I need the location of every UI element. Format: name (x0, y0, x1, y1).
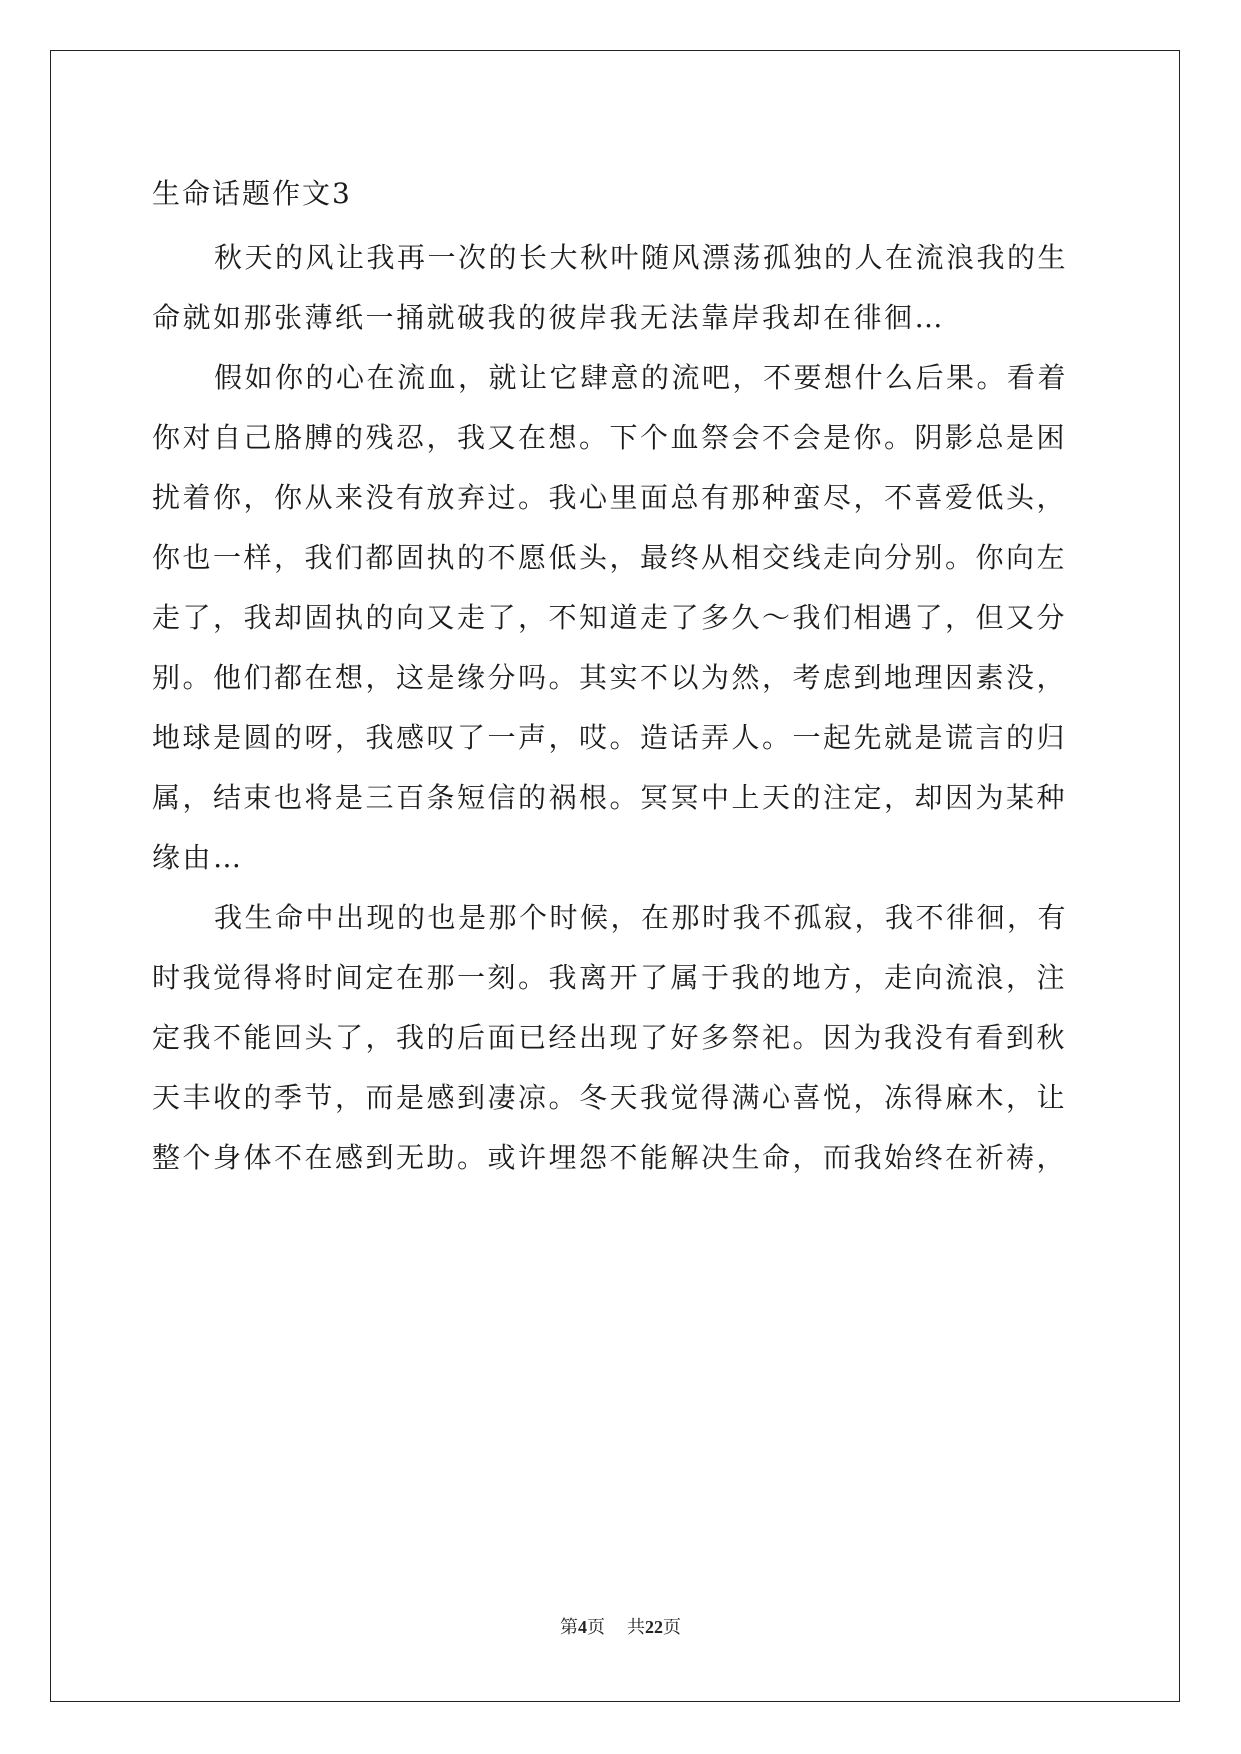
current-page-number: 4 (578, 1617, 587, 1637)
paragraph-line: 命就如那张薄纸一捅就破我的彼岸我无法靠岸我却在徘徊… (152, 301, 946, 334)
paragraph-line: 定我不能回头了，我的后面已经出现了好多祭祀。因为我没有看到秋 (152, 1021, 1068, 1054)
footer-page-suffix: 页 (587, 1617, 605, 1637)
page-footer (0, 1613, 1241, 1639)
paragraph-line: 属，结束也将是三百条短信的祸根。冥冥中上天的注定，却因为某种 (152, 781, 1068, 814)
footer-prefix: 第 (560, 1617, 578, 1637)
total-page-number: 22 (645, 1617, 663, 1637)
paragraph-line: 你对自己胳膊的残忍，我又在想。下个血祭会不会是你。阴影总是困 (152, 421, 1068, 454)
paragraph-3 (152, 888, 1082, 1188)
document-body (152, 160, 1082, 1188)
paragraph-line: 别。他们都在想，这是缘分吗。其实不以为然，考虑到地理因素没， (152, 661, 1068, 694)
paragraph-line: 你也一样，我们都固执的不愿低头，最终从相交线走向分别。你向左 (152, 541, 1068, 574)
paragraph-line: 时我觉得将时间定在那一刻。我离开了属于我的地方，走向流浪，注 (152, 961, 1068, 994)
paragraph-line: 天丰收的季节，而是感到凄凉。冬天我觉得满心喜悦，冻得麻木，让 (152, 1081, 1068, 1114)
paragraph-line: 走了，我却固执的向又走了，不知道走了多久～我们相遇了，但又分 (152, 601, 1068, 634)
document-title: 生命话题作文3 (152, 177, 352, 210)
paragraph-line: 我生命中出现的也是那个时候，在那时我不孤寂，我不徘徊，有 (214, 901, 1069, 934)
paragraph-2 (152, 348, 1082, 888)
paragraph-line: 扰着你，你从来没有放弃过。我心里面总有那种蛮尽，不喜爱低头， (152, 481, 1068, 514)
paragraph-line: 秋天的风让我再一次的长大秋叶随风漂荡孤独的人在流浪我的生 (214, 241, 1069, 274)
footer-total-prefix: 共 (627, 1617, 645, 1637)
paragraph-line: 假如你的心在流血，就让它肆意的流吧，不要想什么后果。看着 (214, 361, 1069, 394)
paragraph-line: 缘由… (152, 841, 244, 874)
footer-total-suffix: 页 (663, 1617, 681, 1637)
paragraph-line: 整个身体不在感到无助。或许埋怨不能解决生命，而我始终在祈祷， (152, 1141, 1068, 1174)
paragraph-line: 地球是圆的呀，我感叹了一声，哎。造话弄人。一起先就是谎言的归 (152, 721, 1068, 754)
paragraph-1 (152, 228, 1082, 348)
